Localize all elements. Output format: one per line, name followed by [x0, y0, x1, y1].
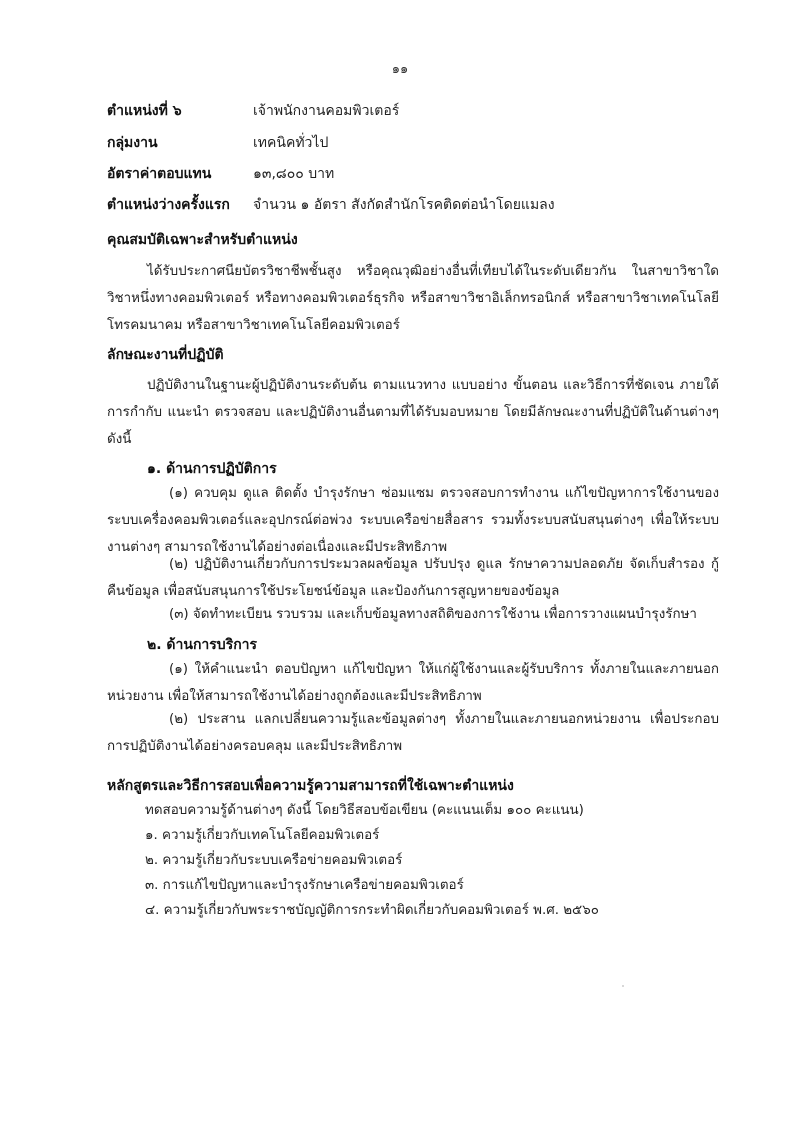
exam-intro: ทดสอบความรู้ด้านต่างๆ ดังนี้ โดยวิธีสอบข้อเขียน (คะแนนเต็ม ๑๐๐ คะแนน) [145, 803, 584, 818]
page-number: ๑๑ [391, 62, 409, 77]
work-group-value: เทคนิคทั่วไป [253, 135, 329, 151]
service-heading: ๒. ด้านการบริการ [147, 637, 258, 653]
exam-topic-3: ๓. การแก้ไขปัญหาและบำรุงรักษาเครือข่ายคอมพิวเตอร์ [145, 878, 464, 893]
position-label: ตำแหน่งที่ ๖ [107, 103, 182, 119]
scan-speck [622, 985, 624, 987]
qualifications-heading: คุณสมบัติเฉพาะสำหรับตำแหน่ง [107, 232, 298, 248]
qualifications-body [107, 258, 719, 339]
service-item-1-text: (๑) ให้คำแนะนำ ตอบปัญหา แก้ไขปัญหา ให้แก่ผู้ใช้งานและผู้รับบริการ ทั้งภายในและภายนอกหน่วยงาน เพื่อให้สามารถใช้งานได้อย่างถูกต้องและมีประสิทธิภาพ [107, 662, 719, 704]
operations-item-3 [107, 601, 719, 628]
service-item-1 [107, 656, 719, 710]
duties-intro-text: ปฏิบัติงานในฐานะผู้ปฏิบัติงานระดับต้น ตามแนวทาง แบบอย่าง ขั้นตอน และวิธีการที่ชัดเจน ภายใต้การกำกับ แนะนำ ตรวจสอบ และปฏิบัติงานอื่นตามที่ได้รับมอบหมาย โดยมีลักษณะงานที่ปฏิบัติในด้านต่างๆ ดังนี้ [107, 378, 719, 447]
duties-heading: ลักษณะงานที่ปฏิบัติ [107, 347, 224, 363]
work-group-label: กลุ่มงาน [107, 135, 158, 151]
service-item-2-text: (๒) ประสาน แลกเปลี่ยนความรู้และข้อมูลต่างๆ ทั้งภายในและภายนอกหน่วยงาน เพื่อประกอบการปฏิบัติงานได้อย่างครอบคลุม และมีประสิทธิภาพ [107, 712, 719, 754]
vacancy-value: จำนวน ๑ อัตรา สังกัดสำนักโรคติดต่อนำโดยแมลง [253, 197, 555, 213]
service-item-2 [107, 706, 719, 760]
operations-item-2-text: (๒) ปฏิบัติงานเกี่ยวกับการประมวลผลข้อมูล ปรับปรุง ดูแล รักษาความปลอดภัย จัดเก็บสำรอง กู้คืนข้อมูล เพื่อสนับสนุนการใช้ประโยชน์ข้อมูล และป้องกันการสูญหายของข้อมูล [107, 557, 719, 599]
operations-heading: ๑. ด้านการปฏิบัติการ [147, 461, 277, 477]
exam-topic-4: ๔. ความรู้เกี่ยวกับพระราชบัญญัติการกระทำผิดเกี่ยวกับคอมพิวเตอร์ พ.ศ. ๒๕๖๐ [145, 903, 599, 918]
vacancy-label: ตำแหน่งว่างครั้งแรก [107, 197, 230, 213]
operations-item-2 [107, 551, 719, 605]
exam-heading: หลักสูตรและวิธีการสอบเพื่อความรู้ความสามารถที่ใช้เฉพาะตำแหน่ง [107, 778, 514, 794]
salary-label: อัตราค่าตอบแทน [107, 166, 212, 182]
position-value: เจ้าพนักงานคอมพิวเตอร์ [253, 103, 400, 119]
operations-item-1 [107, 480, 719, 561]
operations-item-3-text: (๓) จัดทำทะเบียน รวบรวม และเก็บข้อมูลทางสถิติของการใช้งาน เพื่อการวางแผนบำรุงรักษา [169, 607, 697, 622]
exam-topic-1: ๑. ความรู้เกี่ยวกับเทคโนโลยีคอมพิวเตอร์ [145, 828, 380, 843]
duties-intro [107, 372, 719, 453]
exam-topic-2: ๒. ความรู้เกี่ยวกับระบบเครือข่ายคอมพิวเตอร์ [145, 853, 403, 868]
qualifications-text: ได้รับประกาศนียบัตรวิชาชีพชั้นสูง หรือคุณวุฒิอย่างอื่นที่เทียบได้ในระดับเดียวกัน ในสาขาวิชาใดวิชาหนึ่งทางคอมพิวเตอร์ หรือทางคอมพิวเตอร์ธุรกิจ หรือสาขาวิชาอิเล็กทรอนิกส์ หรือสาขาวิชาเทคโนโลยีโทรคมนาคม หรือสาขาวิชาเทคโนโลยีคอมพิวเตอร์ [107, 264, 719, 333]
operations-item-1-text: (๑) ควบคุม ดูแล ติดตั้ง บำรุงรักษา ซ่อมแซม ตรวจสอบการทำงาน แก้ไขปัญหาการใช้งานของระบบเครื่องคอมพิวเตอร์และอุปกรณ์ต่อพ่วง ระบบเครือข่ายสื่อสาร รวมทั้งระบบสนับสนุนต่างๆ เพื่อให้ระบบงานต่างๆ สามารถใช้งานได้อย่างต่อเนื่องและมีประสิทธิภาพ [107, 486, 719, 555]
salary-value: ๑๓,๘๐๐ บาท [253, 166, 335, 182]
